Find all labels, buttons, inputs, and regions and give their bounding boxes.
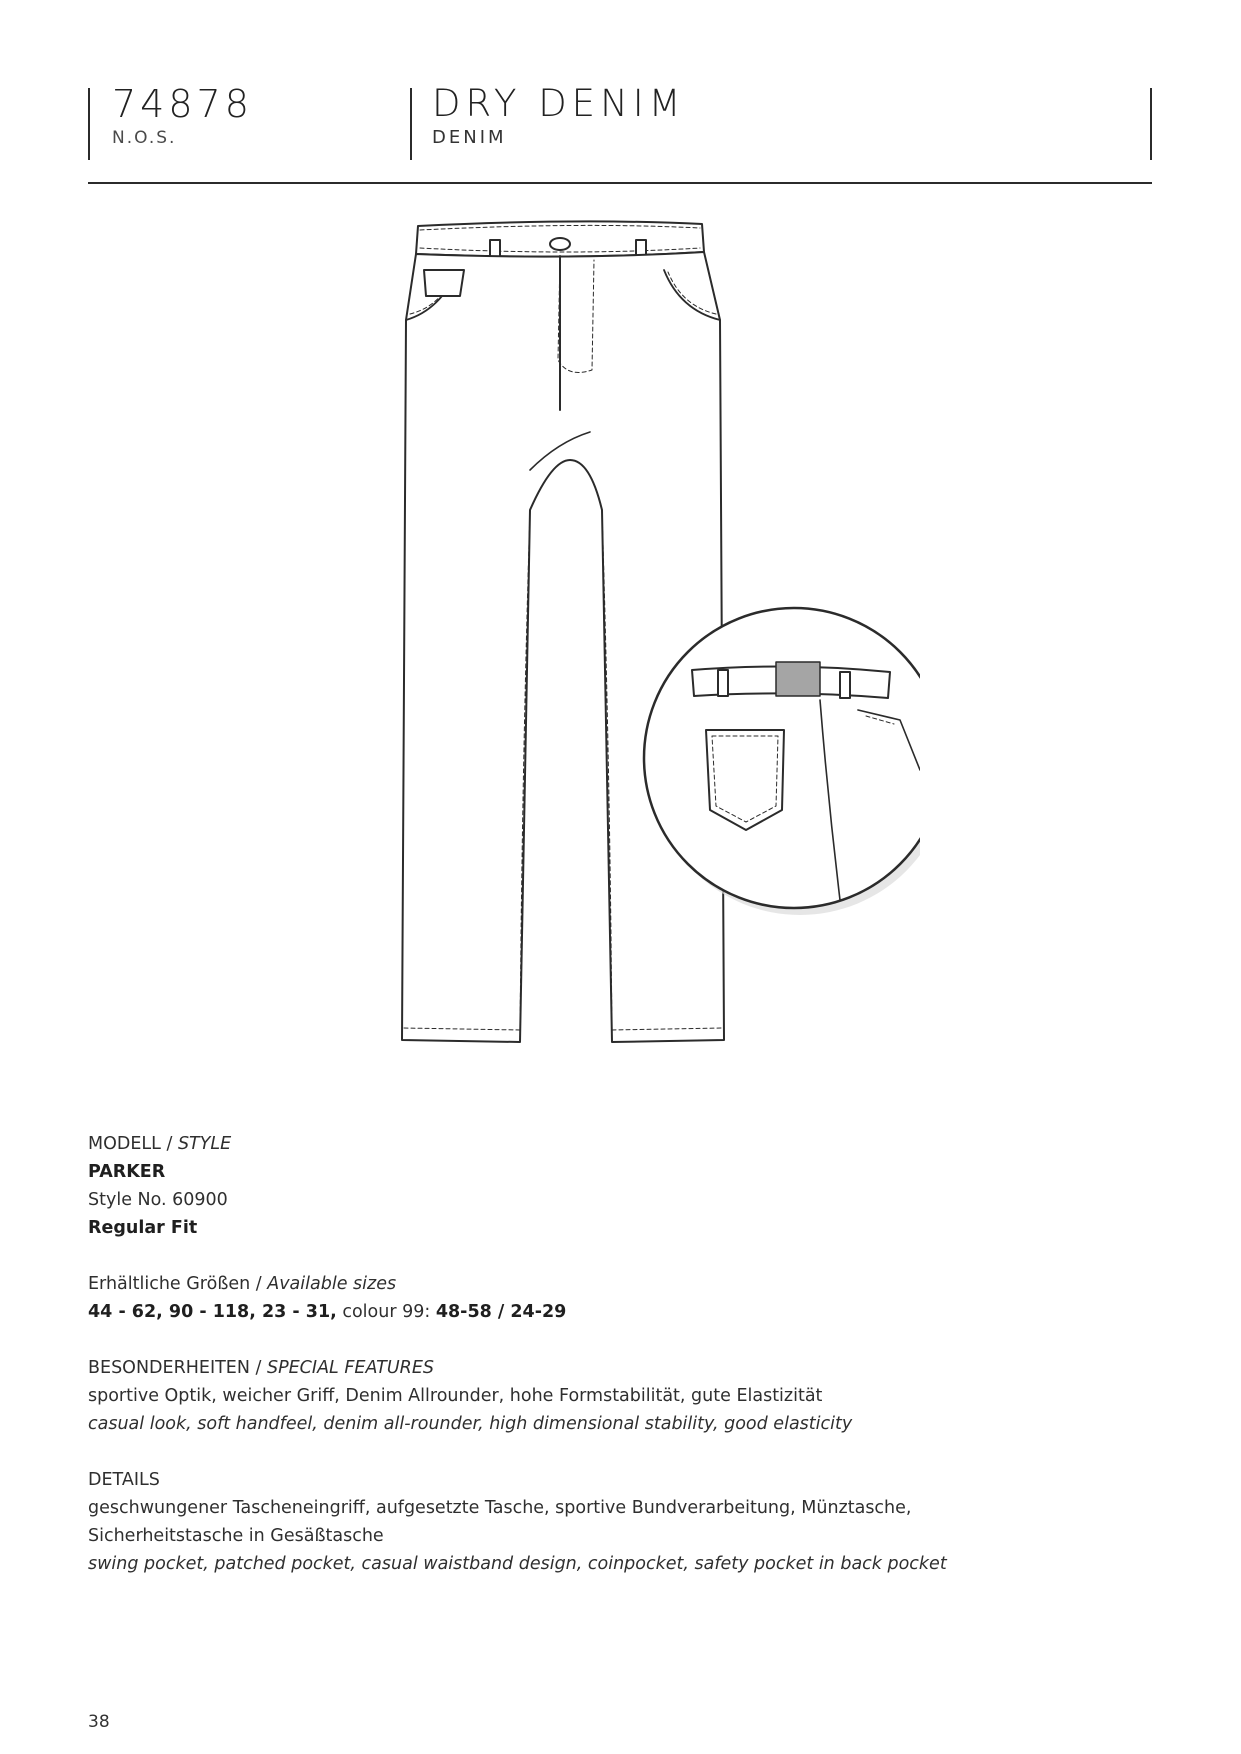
sizes-values: 44 - 62, 90 - 118, 23 - 31, colour 99: 48-58 / 24-29 bbox=[88, 1302, 567, 1322]
style-number: Style No. 60900 bbox=[88, 1190, 228, 1210]
features-heading: BESONDERHEITEN / SPECIAL FEATURES bbox=[88, 1358, 434, 1378]
style-name: PARKER bbox=[88, 1162, 166, 1182]
sizes-heading: Erhältliche Größen / Available sizes bbox=[88, 1274, 397, 1294]
details-heading: DETAILS bbox=[88, 1470, 160, 1490]
header-rule bbox=[88, 182, 1152, 184]
fit-label: Regular Fit bbox=[88, 1218, 198, 1238]
features-english: casual look, soft handfeel, denim all-rounder, high dimensional stability, good elasticity bbox=[88, 1414, 853, 1434]
style-heading: MODELL / STYLE bbox=[88, 1134, 232, 1154]
quality-title: DRY DENIM bbox=[432, 82, 686, 125]
product-info bbox=[88, 1130, 1158, 1578]
page-number: 38 bbox=[88, 1712, 110, 1732]
article-number: 74878 bbox=[112, 82, 253, 126]
features-german: sportive Optik, weicher Griff, Denim Allrounder, hohe Formstabilität, gute Elastizität bbox=[88, 1386, 823, 1406]
details-german-line-2: Sicherheitstasche in Gesäßtasche bbox=[88, 1526, 384, 1546]
line-label: N.O.S. bbox=[112, 128, 177, 148]
jeans-technical-drawing bbox=[380, 210, 920, 1060]
header-divider-left bbox=[88, 88, 90, 160]
jeans-front-view bbox=[402, 221, 724, 1042]
details-german-line-1: geschwungener Tascheneingriff, aufgesetzte Tasche, sportive Bundverarbeitung, Münztasche, bbox=[88, 1498, 912, 1518]
details-english: swing pocket, patched pocket, casual waistband design, coinpocket, safety pocket in back pocket bbox=[88, 1554, 947, 1574]
header-divider-middle bbox=[410, 88, 412, 160]
category-label: DENIM bbox=[432, 127, 507, 148]
header-divider-right bbox=[1150, 88, 1152, 160]
